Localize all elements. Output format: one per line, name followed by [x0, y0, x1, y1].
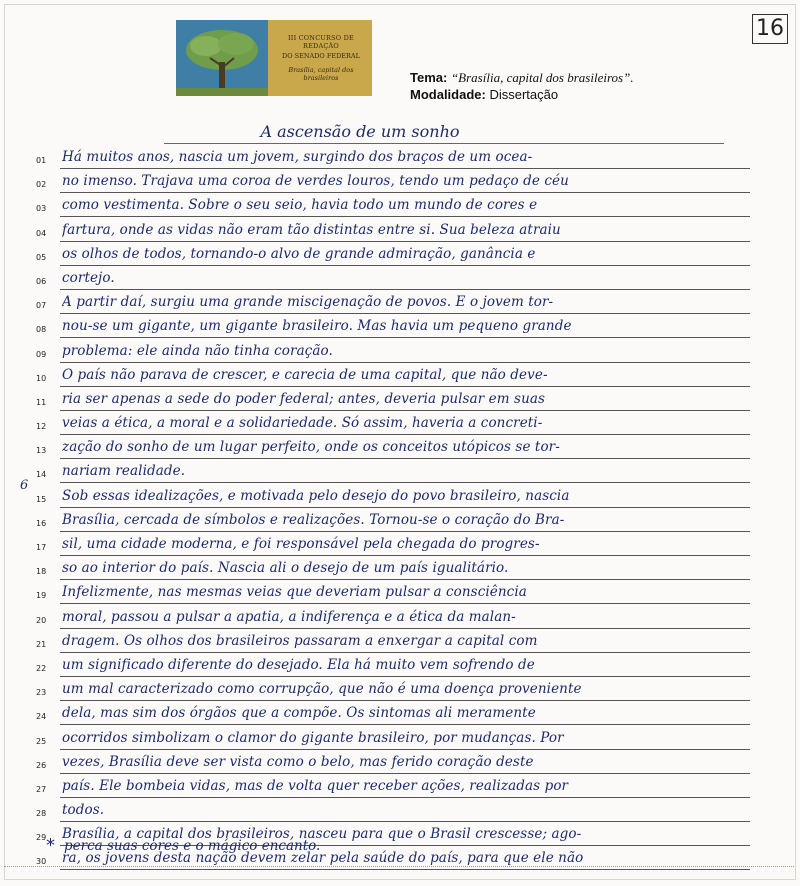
essay-lines	[0, 146, 800, 872]
line-number: 16	[36, 518, 47, 528]
line-text: moral, passou a pulsar a apatia, a indiferença e a ética da malan-	[62, 608, 516, 625]
line-number: 25	[36, 736, 47, 746]
line-rule	[60, 507, 750, 508]
modality-label: Modalidade:	[410, 87, 486, 102]
essay-line	[0, 267, 800, 291]
line-text: dragem. Os olhos dos brasileiros passaram a enxergar a capital com	[62, 632, 538, 649]
line-text: cortejo.	[62, 269, 115, 286]
line-rule	[60, 482, 750, 483]
line-number: 17	[36, 543, 47, 552]
line-number: 10	[36, 373, 47, 383]
line-text: problema: ele ainda não tinha coração.	[62, 342, 333, 359]
line-number: 05	[36, 252, 47, 262]
line-number: 04	[36, 228, 47, 238]
essay-line	[0, 727, 800, 751]
line-rule	[60, 410, 750, 411]
essay-line	[0, 509, 800, 533]
line-number: 19	[36, 591, 47, 601]
page-number-box: 16	[752, 14, 788, 44]
line-rule	[60, 652, 750, 653]
line-rule	[60, 676, 750, 677]
line-text: A partir daí, surgiu uma grande miscigenação de povos. E o jovem tor-	[62, 294, 554, 311]
line-rule	[60, 579, 750, 580]
line-text: nariam realidade.	[62, 463, 186, 480]
modality-value: Dissertação	[489, 87, 559, 102]
line-number: 08	[36, 325, 47, 335]
line-number: 09	[36, 349, 47, 359]
line-text: um significado diferente do desejado. Ela há muito vem sofrendo de	[62, 656, 535, 673]
logo-text	[268, 20, 372, 96]
line-text: um mal caracterizado como corrupção, que não é uma doença proveniente	[62, 681, 582, 698]
line-number: 11	[36, 397, 47, 407]
essay-line	[0, 243, 800, 267]
line-number: 12	[36, 422, 47, 432]
line-text: Brasília, a capital dos brasileiros, nasceu para que o Brasil crescesse; ago-	[62, 826, 582, 843]
essay-line	[0, 654, 800, 678]
essay-line	[0, 412, 800, 436]
asterisk-mark: *	[46, 835, 55, 856]
line-text: O país não parava de crescer, e carecia de uma capital, que não deve-	[62, 366, 548, 383]
logo-line-2: DO SENADO FEDERAL	[282, 52, 360, 60]
logo-line-3: Brasília, capital dos brasileiros	[288, 66, 354, 82]
essay-line	[0, 170, 800, 194]
essay-line	[0, 775, 800, 799]
essay-line	[0, 581, 800, 605]
theme-value: “Brasília, capital dos brasileiros”.	[450, 70, 634, 85]
line-rule	[60, 555, 750, 556]
essay-line	[0, 678, 800, 702]
line-rule	[60, 628, 750, 629]
line-rule	[60, 749, 750, 750]
line-number: 29	[36, 833, 47, 843]
essay-line	[0, 557, 800, 581]
theme-row	[410, 70, 634, 87]
line-text: Infelizmente, nas mesmas veias que deveriam pulsar a consciência	[62, 584, 527, 601]
essay-line	[0, 630, 800, 654]
theme-label: Tema:	[410, 70, 448, 85]
line-text: nou-se um gigante, um gigante brasileiro. Mas havia um pequeno grande	[62, 318, 572, 335]
margin-note: 6	[20, 478, 29, 493]
line-text: Sob essas idealizações, e motivada pelo desejo do povo brasileiro, nascia	[62, 487, 570, 504]
title-rule	[164, 143, 724, 144]
line-text: como vestimenta. Sobre o seu seio, havia todo um mundo de cores e	[62, 197, 538, 214]
line-text: país. Ele bombeia vidas, mas de volta quer receber ações, realizadas por	[62, 777, 569, 794]
line-rule	[60, 313, 750, 314]
essay-line	[0, 364, 800, 388]
line-text: vezes, Brasília deve ser vista como o belo, mas ferido coração deste	[62, 753, 534, 770]
essay-line	[0, 606, 800, 630]
line-rule	[60, 168, 750, 169]
essay-line	[0, 388, 800, 412]
essay-line	[0, 533, 800, 557]
line-rule	[60, 434, 750, 435]
line-rule	[60, 603, 750, 604]
contest-logo	[176, 20, 372, 96]
line-text: os olhos de todos, tornando-o alvo de grande admiração, ganância e	[62, 245, 536, 262]
essay-line	[0, 702, 800, 726]
essay-line	[0, 460, 800, 484]
line-number: 15	[36, 494, 47, 504]
essay-line	[0, 315, 800, 339]
line-rule	[60, 386, 750, 387]
line-text: veias a ética, a moral e a solidariedade. Só assim, haveria a concreti-	[62, 415, 543, 432]
line-number: 23	[36, 688, 47, 698]
line-number: 28	[36, 809, 47, 819]
line-number: 20	[36, 615, 47, 625]
line-text: ria ser apenas a sede do poder federal; antes, deveria pulsar em suas	[62, 390, 546, 407]
line-number: 27	[36, 784, 47, 794]
essay-line	[0, 436, 800, 460]
line-number: 13	[36, 446, 47, 456]
line-rule	[60, 458, 750, 459]
line-rule	[60, 241, 750, 242]
line-text: ra, os jovens desta nação devem zelar pela saúde do país, para que ele não	[62, 850, 584, 867]
logo-line-1: III CONCURSO DE REDAÇÃO	[288, 34, 354, 50]
line-text: sil, uma cidade moderna, e foi responsável pela chegada do progres-	[62, 536, 540, 552]
line-text: fartura, onde as vidas não eram tão distintas entre si. Sua beleza atraiu	[62, 221, 561, 238]
essay-line	[0, 291, 800, 315]
bottom-perforation	[4, 866, 794, 867]
line-rule	[60, 773, 750, 774]
line-rule	[60, 797, 750, 798]
line-rule	[60, 821, 750, 822]
modality-row	[410, 87, 634, 104]
line-rule	[60, 265, 750, 266]
line-rule	[60, 362, 750, 363]
line-text: Há muitos anos, nascia um jovem, surgindo dos braços de um ocea-	[62, 149, 533, 165]
line-number: 02	[36, 180, 47, 190]
line-rule	[60, 337, 750, 338]
essay-line	[0, 219, 800, 243]
essay-line	[0, 146, 800, 170]
line-number: 14	[36, 470, 47, 480]
line-text: ocorridos simbolizam o clamor do gigante brasileiro, por mudanças. Por	[62, 729, 564, 746]
essay-line	[0, 340, 800, 364]
line-text: Brasília, cercada de símbolos e realizações. Tornou-se o coração do Bra-	[62, 511, 565, 528]
line-number: 03	[36, 204, 47, 214]
line-rule	[60, 289, 750, 290]
line-rule	[60, 869, 750, 870]
line-number: 24	[36, 712, 47, 722]
essay-line	[0, 751, 800, 775]
essay-meta	[410, 70, 634, 104]
line-text: no imenso. Trajava uma coroa de verdes louros, tendo um pedaço de céu	[62, 173, 569, 190]
line-number: 06	[36, 276, 47, 286]
line-number: 26	[36, 760, 47, 770]
line-text: so ao interior do país. Nascia ali o desejo de um país igualitário.	[62, 560, 509, 577]
line-text: todos.	[62, 802, 105, 819]
line-number: 30	[36, 857, 47, 867]
essay-title: A ascensão de um sonho	[260, 122, 460, 141]
line-number: 07	[36, 301, 47, 311]
line-number: 22	[36, 663, 47, 673]
line-rule	[60, 192, 750, 193]
line-number: 01	[36, 156, 47, 165]
continuation-line: perca suas cores e o mágico encanto.	[64, 838, 321, 854]
line-rule	[60, 216, 750, 217]
line-text: zação do sonho de um lugar perfeito, onde os conceitos utópicos se tor-	[62, 439, 560, 456]
line-number: 21	[36, 639, 47, 649]
line-rule	[60, 531, 750, 532]
essay-line	[0, 799, 800, 823]
line-rule	[60, 700, 750, 701]
line-rule	[60, 724, 750, 725]
line-text: dela, mas sim dos órgãos que a compõe. Os sintomas ali meramente	[62, 705, 536, 722]
essay-line	[0, 194, 800, 218]
line-number: 18	[36, 567, 47, 577]
tree-icon	[176, 20, 268, 96]
essay-line	[0, 485, 800, 509]
